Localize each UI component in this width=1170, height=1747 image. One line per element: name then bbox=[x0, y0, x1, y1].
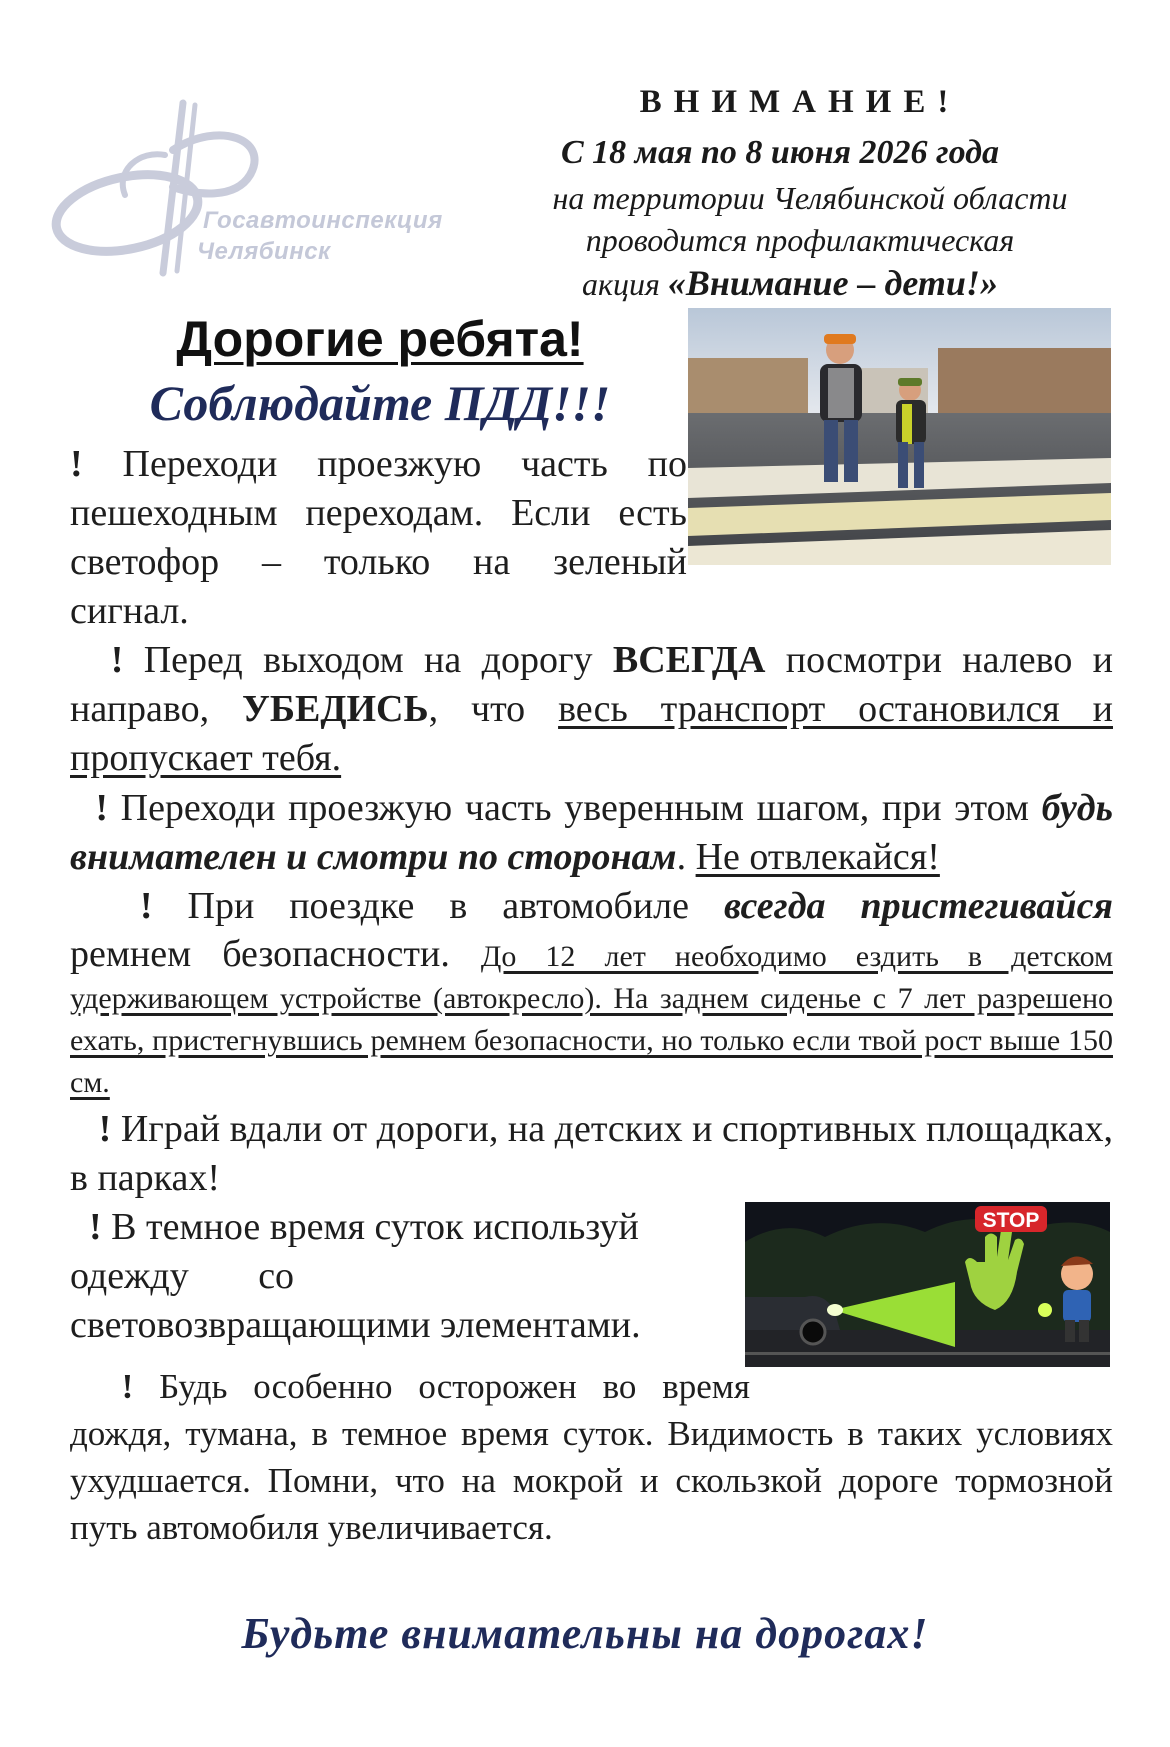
rule-4-line-1: ! При поездке в автомобиле всегда пристегивайся bbox=[139, 885, 1114, 927]
attention-heading: ВНИМАНИЕ! bbox=[639, 84, 961, 120]
rule-1-line-4: сигнал. bbox=[70, 590, 189, 632]
crosswalk-children-photo bbox=[688, 308, 1111, 565]
stop-sign-text: STOP bbox=[982, 1209, 1040, 1232]
rule-6-line-3: световозвращающими элементами. bbox=[70, 1304, 641, 1346]
rule-6-line-2: одежду со bbox=[70, 1255, 295, 1297]
rule-6-line-1: ! В темное время суток используй bbox=[89, 1206, 639, 1248]
campaign-dates: С 18 мая по 8 июня 2026 года bbox=[561, 134, 999, 171]
campaign-conducted: проводится профилактическая bbox=[585, 222, 1015, 258]
rule-7-rest: дождя, тумана, в темное время суток. Видимость в таких условиях ухудшается. Помни, что на мокрой и скользкой дороге тормозной путь автомобиля увеличивается. bbox=[70, 1414, 1113, 1547]
greeting-subtitle: Соблюдайте ПДД!!! bbox=[149, 375, 611, 431]
rule-1-line-1: ! Переходи проезжую часть по bbox=[70, 443, 688, 485]
rule-5: ! Играй вдали от дороги, на детских и спортивных площадках, в парках! bbox=[70, 1108, 1114, 1199]
logo-line1: Госавтоинспекция bbox=[203, 207, 443, 234]
rule-7-line-1: ! Будь особенно осторожен во время bbox=[121, 1367, 750, 1406]
rule-2: ! Перед выходом на дорогу ВСЕГДА посмотри налево и направо, УБЕДИСЬ, что весь транспорт остановился и пропускает тебя. bbox=[70, 639, 1114, 779]
logo bbox=[45, 95, 465, 285]
night-reflective-illustration bbox=[745, 1202, 1110, 1367]
rule-1-line-2: пешеходным переходам. Если есть bbox=[70, 492, 687, 534]
footer-slogan: Будьте внимательны на дорогах! bbox=[241, 1609, 929, 1658]
rule-4-details: ремнем безопасности. До 12 лет необходимо ездить в детском удерживающем устройстве (автокресло). На заднем сиденье с 7 лет разрешено ехать, пристегнувшись ремнем безопасности, но только если твой рост выше 150 см. bbox=[70, 933, 1113, 1099]
rule-1-line-3: светофор – только на зеленый bbox=[70, 541, 687, 583]
campaign-action bbox=[520, 262, 1060, 304]
action-prefix: акция bbox=[582, 266, 668, 302]
greeting-title: Дорогие ребята! bbox=[176, 311, 584, 367]
campaign-region: на территории Челябинской области bbox=[552, 180, 1068, 216]
action-name: «Внимание – дети!» bbox=[667, 263, 998, 303]
logo-line2: Челябинск bbox=[197, 238, 331, 265]
rule-3: ! Переходи проезжую часть уверенным шагом, при этом будь внимателен и смотри по сторонам. Не отвлекайся! bbox=[70, 787, 1114, 878]
